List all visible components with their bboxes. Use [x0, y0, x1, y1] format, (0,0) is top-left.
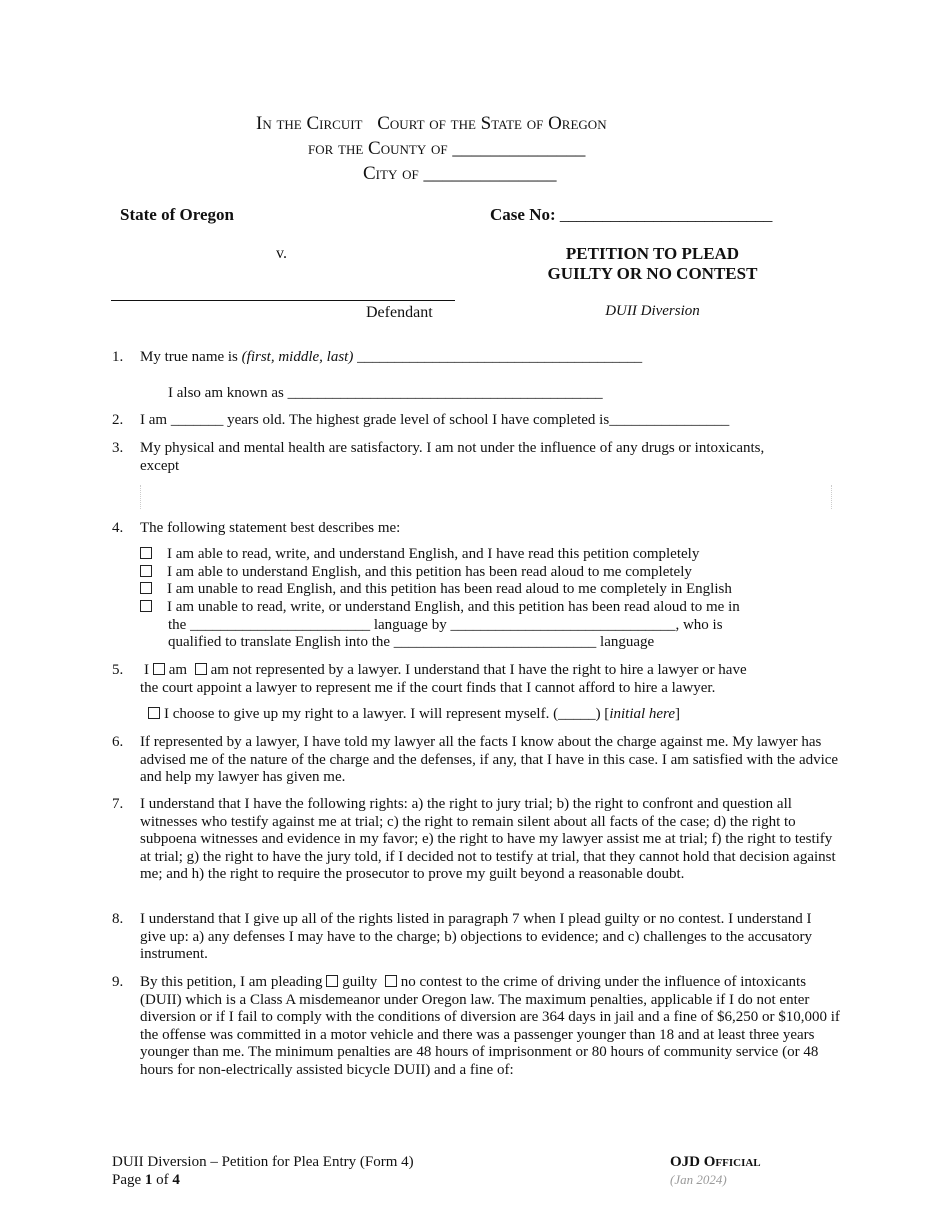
aka-line: I also am known as __________________________________________ [168, 385, 603, 401]
age-blank[interactable]: _______ [167, 412, 228, 428]
waiver-line: I choose to give up my right to a lawyer. I will represent myself. (_____) [initial here] [148, 706, 680, 724]
english-option-4: I am unable to read, write, or understand English, and this petition has been read aloud to me in [140, 599, 740, 617]
checkbox[interactable] [140, 582, 152, 594]
checkbox[interactable] [140, 600, 152, 612]
item-number: 2. [112, 412, 124, 428]
not-represented-checkbox[interactable] [195, 663, 207, 675]
defendant-label: Defendant [366, 304, 433, 321]
item-number: 8. [112, 911, 124, 927]
court-header-county: for the County of ______________ [308, 138, 586, 159]
exceptions-field[interactable] [140, 485, 832, 509]
petition-subtitle: DUII Diversion [605, 303, 700, 319]
true-name-line: My true name is (first, middle, last) ______________________________________ [140, 349, 643, 365]
language-blank[interactable]: ________________________ [190, 617, 371, 633]
item-number: 3. [112, 440, 124, 456]
waiver-of-rights-statement: I understand that I give up all of the rights listed in paragraph 7 when I plead guilty or no contest. I understand I give up: a) any defenses I may have to the charge; b) objections to evidence; and c) challenges to the accusatory instrument. [140, 911, 812, 962]
english-option-2: I am able to understand English, and this petition has been read aloud to me completely [140, 564, 692, 582]
english-option-4-line3: qualified to translate English into the ___________________________ language [168, 634, 655, 650]
footer-official-mark: OJD Official [670, 1154, 761, 1170]
footer-form-title: DUII Diversion – Petition for Plea Entry (Form 4) [112, 1154, 414, 1170]
plaintiff-name: State of Oregon [120, 205, 234, 224]
item-number: 1. [112, 349, 124, 365]
footer-date: (Jan 2024) [670, 1172, 727, 1187]
english-option-1: I am able to read, write, and understand English, and I have read this petition completely [140, 546, 699, 564]
true-name-blank[interactable]: ______________________________________ [353, 349, 643, 365]
checkbox[interactable] [140, 565, 152, 577]
guilty-checkbox[interactable] [326, 975, 338, 987]
item-number: 6. [112, 734, 124, 750]
no-contest-checkbox[interactable] [385, 975, 397, 987]
city-blank[interactable]: ______________ [423, 163, 557, 184]
english-option-3: I am unable to read English, and this petition has been read aloud to me completely in English [140, 581, 732, 599]
rights-statement: I understand that I have the following rights: a) the right to jury trial; b) the right to confront and question all witnesses who testify against me at trial; c) the right to remain silent about all facts of the case; d) the right to subpoena witnesses and evidence in my favor; e) the right to have my lawyer assist me at trial; f) the right to testify at trial; g) the right to have the jury told, if I decided not to testify at trial, that they cannot hold that decision against me; and h) the right to require the prosecutor to prove my guilt beyond a reasonable doubt. [140, 796, 836, 882]
item-number: 9. [112, 974, 124, 990]
waiver-checkbox[interactable] [148, 707, 160, 719]
case-number-blank[interactable]: _________________________ [559, 205, 773, 224]
footer-page-number: Page 1 of 4 [112, 1172, 180, 1188]
plea-statement: By this petition, I am pleading guilty no contest to the crime of driving under the influence of intoxicants (DUII) which is a Class A misdemeanor under Oregon law. The maximum penalties, applicable if I do not enter diversion or if I fail to comply with the conditions of diversion are 364 days in jail and a fine of $6,250 or $10,000 if the offense was committed in a motor vehicle and there was a passenger younger than 18 and at least three years younger than me. The minimum penalties are 48 hours of imprisonment or 80 hours of community service (or 48 hours for non-electrically assisted bicycle DUII) and a fine of: [140, 974, 840, 1078]
grade-blank[interactable]: ________________ [609, 412, 730, 428]
represented-checkbox[interactable] [153, 663, 165, 675]
checkbox[interactable] [140, 547, 152, 559]
representation-line1: I am am not represented by a lawyer. I understand that I have the right to hire a lawyer or have [144, 662, 747, 678]
aka-blank[interactable]: __________________________________________ [287, 385, 603, 401]
english-ability-intro: The following statement best describes me: [140, 520, 401, 536]
english-option-4-line2: the ________________________ language by ______________________________, who is [168, 617, 723, 633]
health-statement: My physical and mental health are satisfactory. I am not under the influence of any drugs or intoxicants, except [140, 440, 765, 474]
representation-line2: the court appoint a lawyer to represent me if the court finds that I cannot afford to hire a lawyer. [140, 680, 716, 696]
item-number: 7. [112, 796, 124, 812]
translate-into-blank[interactable]: ___________________________ [393, 634, 597, 650]
county-blank[interactable]: ______________ [452, 138, 586, 159]
court-header-city: City of ______________ [363, 163, 557, 184]
translator-blank[interactable]: ______________________________ [450, 617, 676, 633]
versus: v. [276, 245, 287, 262]
court-header-line1: In the Circuit Court of the State of Oregon [256, 113, 607, 134]
case-number: Case No: _________________________ [490, 205, 773, 224]
item-number: 4. [112, 520, 124, 536]
item-number: 5. [112, 662, 124, 678]
lawyer-advice-statement: If represented by a lawyer, I have told my lawyer all the facts I know about the charge against me. My lawyer has advised me of the nature of the charge and the defenses, if any, that I have in this case. I am satisfied with the advice and help my lawyer has given me. [140, 734, 839, 785]
petition-title: PETITION TO PLEAD GUILTY OR NO CONTEST [547, 244, 758, 283]
defendant-name-line[interactable] [111, 300, 455, 301]
age-education-line: I am _______ years old. The highest grade level of school I have completed is________________ [140, 412, 730, 428]
